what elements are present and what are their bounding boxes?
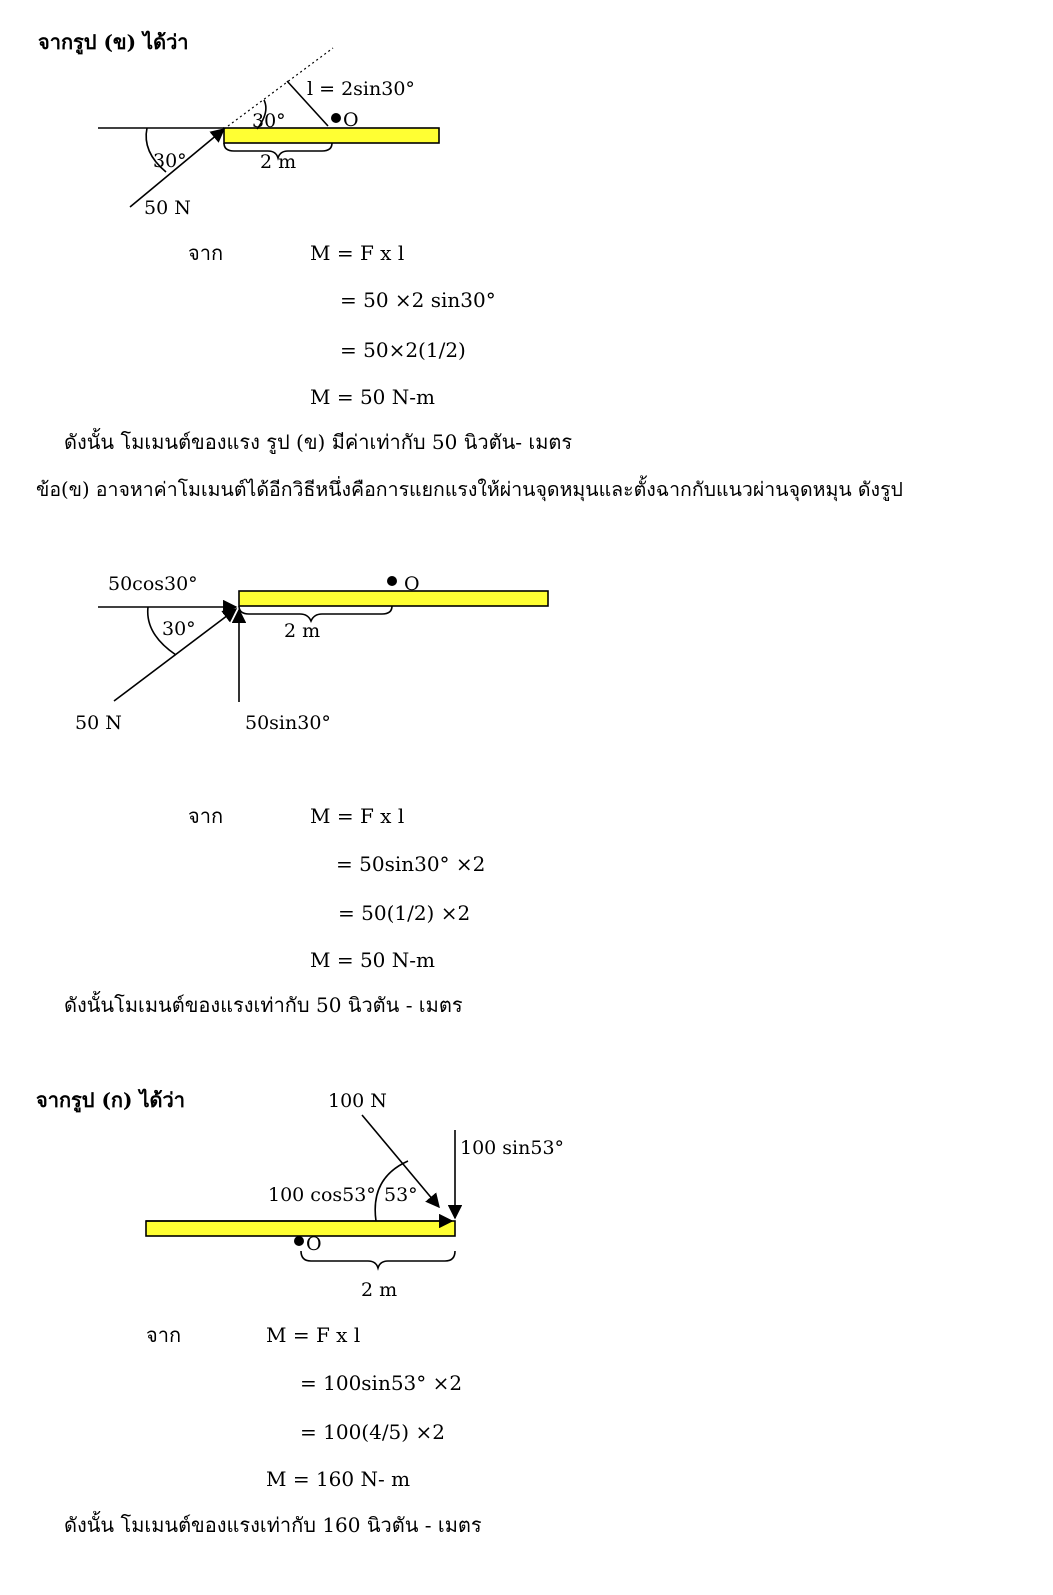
- calc3-from: จาก: [146, 1323, 182, 1347]
- pivot-dot: [294, 1236, 304, 1246]
- calc3-line1: M = F x l: [266, 1323, 361, 1347]
- angle-label: 53°: [384, 1184, 418, 1206]
- calc3-line2: = 100sin53° ×2: [300, 1371, 463, 1395]
- calc1-from: จาก: [188, 241, 224, 265]
- angle-label-bottom: 30°: [153, 150, 187, 172]
- pivot-label: O: [306, 1233, 322, 1255]
- conclusion-2: ดังนั้นโมเมนต์ของแรงเท่ากับ 50 นิวตัน - เมตร: [64, 993, 463, 1017]
- conclusion-1: ดังนั้น โมเมนต์ของแรง รูป (ข) มีค่าเท่ากับ 50 นิวตัน- เมตร: [64, 430, 573, 454]
- calc1-line2: = 50 ×2 sin30°: [340, 288, 496, 312]
- section-b-heading: จากรูป (ข) ได้ว่า: [38, 30, 189, 54]
- alternative-method-note: ข้อ(ข) อาจหาค่าโมเมนต์ได้อีกวิธีหนึ่งคือการแยกแรงให้ผ่านจุดหมุนและตั้งฉากกับแนวผ่านจุดหมุน ดังรูป: [36, 478, 903, 501]
- distance-label: 2 m: [260, 151, 297, 173]
- horizontal-component-label: 100 cos53°: [268, 1184, 376, 1206]
- force-label: 50 N: [75, 712, 122, 734]
- angle-label: 30°: [162, 618, 196, 640]
- calc1-line1: M = F x l: [310, 241, 405, 265]
- distance-brace: [301, 1251, 455, 1268]
- horizontal-component-label: 50cos30°: [108, 573, 198, 595]
- section-a-heading: จากรูป (ก) ได้ว่า: [36, 1088, 185, 1112]
- calc2-line4: M = 50 N-m: [310, 948, 435, 972]
- calc1-line3: = 50×2(1/2): [340, 338, 466, 362]
- calc3-line4: M = 160 N- m: [266, 1467, 411, 1491]
- lever-arm-label: l = 2sin30°: [307, 78, 415, 100]
- force-label: 100 N: [328, 1090, 387, 1112]
- pivot-label: O: [404, 573, 420, 595]
- pivot-label: O: [343, 109, 359, 131]
- calc3-line3: = 100(4/5) ×2: [300, 1420, 445, 1444]
- beam: [146, 1221, 455, 1236]
- angle-label-top: 30°: [252, 110, 286, 132]
- calc2-line1: M = F x l: [310, 804, 405, 828]
- calc2-line3: = 50(1/2) ×2: [338, 901, 471, 925]
- force-label: 50 N: [144, 197, 191, 219]
- conclusion-3: ดังนั้น โมเมนต์ของแรงเท่ากับ 160 นิวตัน - เมตร: [64, 1513, 482, 1537]
- calc2-from: จาก: [188, 804, 224, 828]
- vertical-component-label: 50sin30°: [245, 712, 331, 734]
- calc1-line4: M = 50 N-m: [310, 385, 435, 409]
- distance-label: 2 m: [361, 1279, 398, 1301]
- vertical-component-label: 100 sin53°: [460, 1137, 565, 1159]
- distance-label: 2 m: [284, 620, 321, 642]
- calc2-line2: = 50sin30° ×2: [336, 852, 486, 876]
